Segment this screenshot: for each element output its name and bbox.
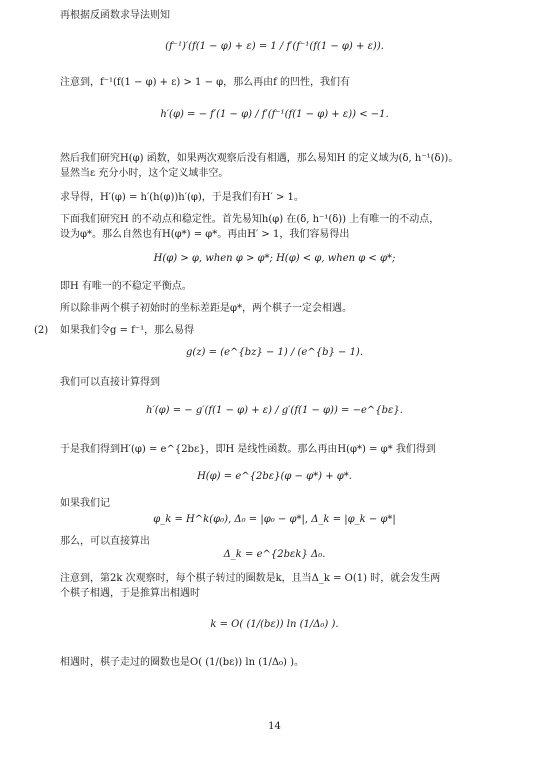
paragraph-domain-line-2: 显然当ε 充分小时，这个定义域非空。 [60, 168, 229, 179]
paragraph-fixed-point-line-1: 下面我们研究H 的不动点和稳定性。首先易知h(φ) 在(δ, h⁻¹(δ)) 上有唯一的不动点， [60, 214, 440, 225]
paragraph-domain-line-1: 然后我们研究H(φ) 函数，如果两次观察后没有相遇，那么易知H 的定义域为(δ, h⁻¹(δ))。 [60, 153, 459, 164]
page-number: 14 [268, 721, 281, 732]
equation-k-order: k = O( (1/(bε)) ln (1/Δ₀) ). [210, 619, 339, 630]
paragraph-meeting-line-1: 注意到，第2k 次观察时，每个棋子转过的圈数是k，且当Δ_k = O(1) 时，就会发生两 [60, 573, 441, 584]
paragraph-define-g: 如果我们令g = f⁻¹，那么易得 [60, 325, 195, 336]
paragraph-conclusion-meet: 所以除非两个棋子初始时的坐标差距是φ*，两个棋子一定会相遇。 [60, 303, 353, 314]
equation-h-prime-exp: h′(φ) = − g′(f(1 − φ) + ε) / g′(f(1 − φ)) = −e^{bε}. [146, 405, 403, 416]
equation-g-definition: g(z) = (e^{bz} − 1) / (e^{b} − 1). [185, 347, 364, 358]
equation-inverse-derivative: (f⁻¹)′(f(1 − φ) + ε) = 1 / f′(f⁻¹(f(1 − φ) + ε)). [165, 41, 384, 52]
paragraph-final-laps: 相遇时，棋子走过的圈数也是O( (1/(bε)) ln (1/Δ₀) )。 [60, 657, 305, 668]
paragraph-direct-compute: 我们可以直接计算得到 [60, 377, 160, 388]
section-label: (2) [34, 325, 49, 336]
paragraph-compute-delta: 那么，可以直接算出 [60, 536, 150, 547]
equation-H-linear-form: H(φ) = e^{2bε}(φ − φ*) + φ*. [197, 471, 352, 482]
equation-notation: φ_k = H^k(φ₀), Δ₀ = |φ₀ − φ*|, Δ_k = |φ_k − φ*| [153, 514, 396, 525]
equation-delta-k: Δ_k = e^{2bεk} Δ₀. [223, 549, 326, 560]
paragraph-inverse-derivative-intro: 再根据反函数求导法则知 [60, 10, 170, 21]
equation-h-prime-bound: h′(φ) = − f′(1 − φ) / f′(f⁻¹(f(1 − φ) + ε)) < −1. [160, 109, 389, 120]
paragraph-notation-intro: 如果我们记 [60, 498, 110, 509]
paragraph-concavity-note: 注意到，f⁻¹(f(1 − φ) + ε) > 1 − φ，那么再由f 的凹性，我们有 [60, 77, 351, 88]
paragraph-fixed-point-line-2: 设为φ*。那么自然也有H(φ*) = φ*。再由H′ > 1，我们容易得出 [60, 229, 350, 240]
paragraph-meeting-line-2: 个棋子相遇，于是推算出相遇时 [60, 588, 200, 599]
paragraph-unstable-equilibrium: 即H 有唯一的不稳定平衡点。 [60, 281, 192, 292]
paragraph-derivative-H: 求导得，H′(φ) = h′(h(φ))h′(φ)，于是我们有H′ > 1。 [60, 192, 304, 203]
paragraph-linear-H: 于是我们得到H′(φ) = e^{2bε}，即H 是线性函数。那么再由H(φ*) = φ* 我们得到 [60, 444, 436, 455]
equation-stability-cases: H(φ) > φ, when φ > φ*; H(φ) < φ, when φ < φ*; [153, 253, 396, 264]
